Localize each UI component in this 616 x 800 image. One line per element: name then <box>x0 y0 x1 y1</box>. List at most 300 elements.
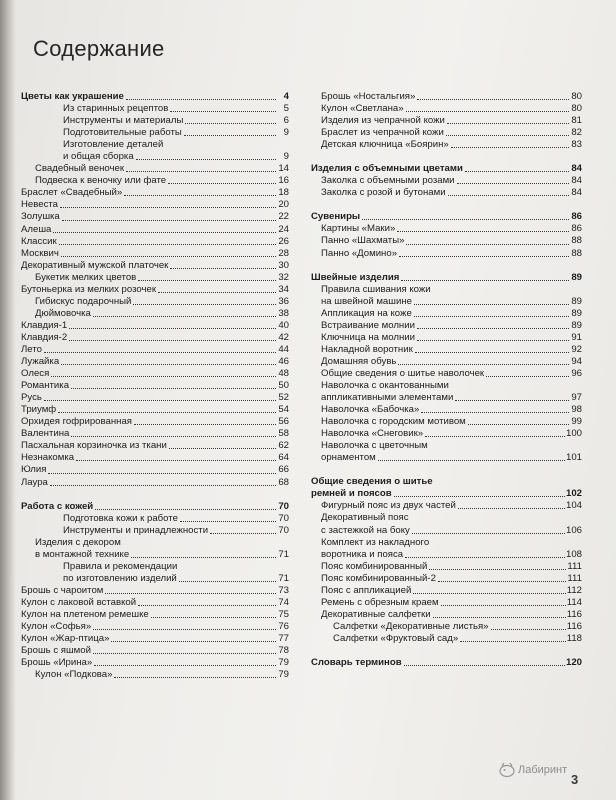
toc-entry-page: 42 <box>278 331 289 343</box>
toc-entry-title: Ключница на молнии <box>321 331 415 343</box>
toc-leader-dots <box>441 605 566 606</box>
toc-leader-dots <box>44 400 276 401</box>
toc-entry <box>21 537 289 549</box>
toc-entry <box>21 392 289 404</box>
toc-leader-dots <box>417 340 569 341</box>
section-gap <box>311 464 582 476</box>
toc-entry-title: Словарь терминов <box>311 656 402 668</box>
labirint-logo-icon <box>498 762 516 778</box>
toc-entry-title: Работа с кожей <box>21 500 94 512</box>
toc-entry-page: 101 <box>565 452 582 464</box>
toc-entry <box>311 452 582 464</box>
toc-leader-dots <box>133 304 276 305</box>
toc-entry <box>311 573 582 585</box>
toc-entry <box>311 416 582 428</box>
toc-entry-title: Наволочка с окантованными <box>321 379 449 391</box>
toc-entry <box>311 380 582 392</box>
toc-entry-page: 111 <box>567 572 582 584</box>
toc-entry-title: по изготовлению изделий <box>63 572 177 584</box>
toc-entry <box>21 248 289 260</box>
toc-entry <box>21 477 289 489</box>
toc-entry-title: Общие сведения о шитье наволочек <box>321 367 485 379</box>
toc-entry-page: 84 <box>571 163 582 175</box>
toc-entry-title: Браслет «Свадебный» <box>21 187 123 199</box>
toc-entry-page: 5 <box>283 103 289 115</box>
toc-leader-dots <box>59 244 276 245</box>
toc-section-heading <box>311 272 582 284</box>
toc-leader-dots <box>406 244 569 245</box>
toc-entry-page: 81 <box>571 115 582 127</box>
toc-entry-title: Кулон «Жар-птица» <box>21 633 110 645</box>
toc-leader-dots <box>414 304 569 305</box>
toc-entry-title: Подвеска к веночку или фате <box>35 175 167 187</box>
toc-leader-dots <box>184 135 276 136</box>
toc-leader-dots <box>50 485 276 486</box>
toc-entry-page: 88 <box>571 247 582 259</box>
toc-entry <box>21 211 289 223</box>
toc-leader-dots <box>417 99 569 100</box>
toc-entry-title: Брошь с яшмой <box>21 645 91 657</box>
toc-leader-dots <box>458 508 565 509</box>
toc-leader-dots <box>69 340 276 341</box>
toc-entry <box>21 284 289 296</box>
toc-entry <box>311 344 582 356</box>
toc-leader-dots <box>438 581 567 582</box>
toc-entry <box>21 296 289 308</box>
toc-entry-title: Швейные изделия <box>311 271 400 283</box>
toc-entry <box>311 392 582 404</box>
toc-entry-page: 116 <box>566 608 582 620</box>
toc-leader-dots <box>138 280 276 281</box>
toc-leader-dots <box>93 629 276 630</box>
toc-entry-page: 18 <box>278 187 289 199</box>
toc-entry <box>21 416 289 428</box>
toc-entry-page: 116 <box>566 620 582 632</box>
toc-entry-title: Клавдия-2 <box>21 331 68 343</box>
toc-leader-dots <box>433 617 566 618</box>
toc-entry <box>311 248 582 260</box>
page-gutter-shadow <box>0 0 16 800</box>
toc-entry <box>21 236 289 248</box>
toc-entry <box>311 187 582 199</box>
toc-leader-dots <box>62 220 276 221</box>
toc-entry-title: Декоративные салфетки <box>321 608 431 620</box>
toc-entry <box>21 187 289 199</box>
toc-entry-title: Классик <box>21 235 57 247</box>
toc-entry-page: 102 <box>565 488 582 500</box>
toc-leader-dots <box>94 665 276 666</box>
toc-leader-dots <box>44 352 276 353</box>
toc-entry-title: Накладной воротник <box>321 343 413 355</box>
toc-entry-title: Клавдия-1 <box>21 319 68 331</box>
toc-entry-title: Невеста <box>21 199 59 211</box>
toc-entry <box>21 163 289 175</box>
toc-leader-dots <box>170 268 276 269</box>
toc-leader-dots <box>71 388 276 389</box>
toc-leader-dots <box>447 123 569 124</box>
toc-leader-dots <box>210 533 276 534</box>
toc-entry-title: Браслет из чепрачной кожи <box>321 127 444 139</box>
toc-entry-title: Из старинных рецептов <box>63 103 169 115</box>
toc-entry <box>21 645 289 657</box>
toc-entry <box>311 525 582 537</box>
toc-entry-page: 120 <box>565 656 582 668</box>
toc-entry-page: 28 <box>278 247 289 259</box>
toc-entry <box>21 573 289 585</box>
toc-section-heading <box>21 501 289 513</box>
toc-entry-page: 68 <box>278 476 289 488</box>
toc-entry-title: Кулон с лаковой вставкой <box>21 596 137 608</box>
toc-entry-title: Кулон «Софья» <box>21 621 92 633</box>
toc-entry-page: 78 <box>278 645 289 657</box>
toc-leader-dots <box>61 364 276 365</box>
toc-entry-title: Кулон «Светлана» <box>321 103 404 115</box>
toc-entry <box>21 609 289 621</box>
toc-leader-dots <box>457 183 569 184</box>
toc-leader-dots <box>362 219 569 220</box>
toc-entry <box>21 404 289 416</box>
toc-entry <box>21 549 289 561</box>
toc-entry <box>21 139 289 151</box>
toc-entry <box>21 260 289 272</box>
toc-entry-page: 14 <box>278 163 289 175</box>
toc-column-left <box>21 91 289 681</box>
toc-entry-page: 84 <box>571 175 582 187</box>
toc-entry-page: 52 <box>278 392 289 404</box>
toc-entry-page: 9 <box>283 127 289 139</box>
toc-entry-page: 26 <box>278 235 289 247</box>
toc-entry <box>311 500 582 512</box>
toc-entry-title: Общие сведения о шитье <box>311 476 433 488</box>
toc-leader-dots <box>414 316 569 317</box>
toc-entry <box>21 356 289 368</box>
toc-entry-page: 118 <box>566 632 582 644</box>
toc-leader-dots <box>71 436 276 437</box>
toc-entry-title: Комплект из накладного <box>321 536 430 548</box>
toc-entry-title: Пояс комбинированный <box>321 560 428 572</box>
toc-leader-dots <box>53 232 276 233</box>
toc-entry <box>21 115 289 127</box>
toc-leader-dots <box>69 328 276 329</box>
toc-entry-title: Лето <box>21 343 42 355</box>
toc-entry <box>21 224 289 236</box>
toc-entry-page: 40 <box>278 319 289 331</box>
toc-entry <box>311 537 582 549</box>
toc-entry-title: Сувениры <box>311 211 361 223</box>
toc-entry-title: Свадебный веночек <box>35 163 125 175</box>
toc-entry-page: 58 <box>278 428 289 440</box>
toc-leader-dots <box>111 641 276 642</box>
toc-entry-page: 99 <box>571 416 582 428</box>
toc-leader-dots <box>404 665 565 666</box>
toc-leader-dots <box>168 183 276 184</box>
toc-entry-page: 36 <box>278 295 289 307</box>
toc-entry <box>21 368 289 380</box>
toc-entry <box>21 199 289 211</box>
toc-entry-page: 66 <box>278 464 289 476</box>
toc-entry-page: 75 <box>278 608 289 620</box>
toc-entry-page: 82 <box>571 127 582 139</box>
toc-entry <box>21 585 289 597</box>
toc-entry-title: Детская ключница «Боярин» <box>321 139 449 151</box>
toc-leader-dots <box>170 111 276 112</box>
toc-entry-title: Встраивание молнии <box>321 319 415 331</box>
toc-entry-page: 100 <box>565 428 582 440</box>
toc-entry <box>311 368 582 380</box>
toc-leader-dots <box>136 159 276 160</box>
toc-entry-title: Валентина <box>21 428 70 440</box>
toc-entry-title: орнаментом <box>321 452 376 464</box>
toc-leader-dots <box>486 376 569 377</box>
toc-entry-page: 70 <box>278 500 289 512</box>
toc-entry-page: 48 <box>278 368 289 380</box>
toc-leader-dots <box>138 605 276 606</box>
toc-entry-title: Юлия <box>21 464 47 476</box>
toc-leader-dots <box>51 376 276 377</box>
toc-entry <box>311 585 582 597</box>
toc-leader-dots <box>48 473 276 474</box>
toc-leader-dots <box>468 424 569 425</box>
toc-entry-page: 86 <box>571 211 582 223</box>
toc-entry <box>21 151 289 163</box>
toc-entry-title: Бутоньерка из мелких розочек <box>21 283 157 295</box>
toc-entry <box>311 597 582 609</box>
toc-entry-page: 76 <box>278 621 289 633</box>
toc-leader-dots <box>95 509 276 510</box>
toc-entry <box>311 356 582 368</box>
toc-entry <box>311 561 582 573</box>
toc-entry <box>21 103 289 115</box>
toc-section-heading <box>311 476 582 488</box>
toc-entry-title: Наволочка с городским мотивом <box>321 416 466 428</box>
toc-entry-title: Декоративный пояс <box>321 512 409 524</box>
toc-entry-title: в монтажной технике <box>35 548 130 560</box>
toc-entry <box>21 320 289 332</box>
toc-entry-page: 80 <box>571 91 582 102</box>
toc-leader-dots <box>405 557 565 558</box>
toc-entry <box>21 332 289 344</box>
toc-section-heading <box>311 211 582 223</box>
toc-leader-dots <box>134 424 276 425</box>
toc-entry-page: 77 <box>278 633 289 645</box>
toc-entry-title: Заколка с объемными розами <box>321 175 455 187</box>
toc-entry-page: 16 <box>278 175 289 187</box>
toc-entry-page: 6 <box>283 115 289 127</box>
toc-entry-title: Москвич <box>21 247 59 259</box>
toc-section-heading <box>311 657 582 669</box>
toc-entry-title: Кулон «Подкова» <box>35 669 113 681</box>
toc-entry-title: Пасхальная корзиночка из ткани <box>21 440 167 452</box>
toc-entry-page: 98 <box>571 404 582 416</box>
toc-leader-dots <box>406 111 569 112</box>
toc-entry-title: Фигурный пояс из двух частей <box>321 500 456 512</box>
toc-entry-page: 54 <box>278 404 289 416</box>
toc-entry <box>21 380 289 392</box>
toc-entry-title: Изделия с объемными цветами <box>311 163 463 175</box>
toc-entry-page: 79 <box>278 669 289 681</box>
toc-entry-page: 32 <box>278 271 289 283</box>
toc-entry <box>21 308 289 320</box>
toc-entry <box>311 308 582 320</box>
toc-entry-title: Брошь «Ирина» <box>21 657 93 669</box>
toc-entry <box>21 597 289 609</box>
toc-section-heading <box>311 488 582 500</box>
toc-entry <box>21 464 289 476</box>
toc-entry-page: 71 <box>278 548 289 560</box>
toc-leader-dots <box>76 460 276 461</box>
toc-entry <box>21 272 289 284</box>
toc-leader-dots <box>93 653 276 654</box>
watermark-text: Лабиринт <box>518 764 568 776</box>
toc-leader-dots <box>378 460 565 461</box>
toc-entry-title: Брошь «Ностальгия» <box>321 91 416 102</box>
toc-entry-page: 9 <box>283 151 289 163</box>
toc-leader-dots <box>417 328 569 329</box>
toc-leader-dots <box>491 629 566 630</box>
toc-entry <box>21 513 289 525</box>
toc-entry-title: Золушка <box>21 211 60 223</box>
toc-entry-page: 88 <box>571 235 582 247</box>
toc-entry-title: Подготовка кожи к работе <box>63 512 178 524</box>
section-gap <box>311 151 582 163</box>
toc-entry-title: Наволочка «Бабочка» <box>321 404 420 416</box>
toc-leader-dots <box>169 448 276 449</box>
toc-leader-dots <box>179 581 276 582</box>
toc-leader-dots <box>451 147 569 148</box>
toc-section-heading <box>21 91 289 103</box>
page-number: 3 <box>571 772 579 787</box>
toc-entry-title: Изделия с декором <box>35 536 121 548</box>
toc-entry-page: 86 <box>571 223 582 235</box>
toc-entry-title: Изделия из чепрачной кожи <box>321 115 445 127</box>
toc-entry-page: 70 <box>278 524 289 536</box>
page-title: Содержание <box>33 36 165 61</box>
toc-entry-title: Букетик мелких цветов <box>35 271 137 283</box>
toc-leader-dots <box>394 496 565 497</box>
toc-entry-page: 46 <box>278 356 289 368</box>
toc-section-heading <box>311 163 582 175</box>
toc-entry-page: 89 <box>571 307 582 319</box>
toc-entry-page: 83 <box>571 139 582 151</box>
toc-entry-title: Русь <box>21 392 42 404</box>
toc-entry-page: 50 <box>278 380 289 392</box>
toc-leader-dots <box>61 256 276 257</box>
toc-entry-page: 104 <box>565 500 582 512</box>
toc-entry <box>311 428 582 440</box>
toc-leader-dots <box>460 641 566 642</box>
toc-leader-dots <box>446 135 569 136</box>
toc-leader-dots <box>412 533 565 534</box>
toc-entry-page: 34 <box>278 283 289 295</box>
toc-leader-dots <box>185 123 276 124</box>
toc-leader-dots <box>401 280 569 281</box>
toc-entry <box>21 440 289 452</box>
toc-entry-title: Триумф <box>21 404 57 416</box>
toc-entry-page: 97 <box>571 392 582 404</box>
toc-entry-page: 62 <box>278 440 289 452</box>
toc-entry-title: Правила и рекомендации <box>63 560 178 572</box>
toc-leader-dots <box>105 593 276 594</box>
toc-entry-title: ремней и поясов <box>311 488 392 500</box>
toc-entry-title: и общая сборка <box>63 151 134 163</box>
toc-column-right <box>311 91 582 669</box>
toc-entry <box>21 428 289 440</box>
toc-entry-title: Домашняя обувь <box>321 355 397 367</box>
toc-entry-title: Инструменты и принадлежности <box>63 524 209 536</box>
toc-entry <box>311 633 582 645</box>
toc-leader-dots <box>465 171 569 172</box>
toc-leader-dots <box>429 569 566 570</box>
toc-entry-title: с застежкой на боку <box>321 524 410 536</box>
toc-entry <box>21 621 289 633</box>
toc-entry-title: Заколка с розой и бутонами <box>321 187 446 199</box>
toc-leader-dots <box>425 436 565 437</box>
toc-entry-page: 91 <box>571 331 582 343</box>
toc-entry-title: Романтика <box>21 380 70 392</box>
toc-entry <box>311 404 582 416</box>
toc-entry-title: Гибискус подарочный <box>35 295 132 307</box>
toc-entry <box>21 452 289 464</box>
toc-leader-dots <box>398 364 569 365</box>
toc-entry <box>311 115 582 127</box>
toc-entry-page: 38 <box>278 307 289 319</box>
toc-leader-dots <box>158 292 276 293</box>
toc-leader-dots <box>114 677 276 678</box>
toc-entry-page: 56 <box>278 416 289 428</box>
toc-entry-page: 44 <box>278 343 289 355</box>
section-gap <box>21 489 289 501</box>
toc-entry-page: 112 <box>566 584 582 596</box>
toc-entry-title: аппликативными элементами <box>321 392 454 404</box>
toc-leader-dots <box>126 171 276 172</box>
toc-entry-page: 111 <box>567 560 582 572</box>
toc-entry-title: Пояс комбинированный-2 <box>321 572 436 584</box>
toc-entry <box>311 332 582 344</box>
toc-entry <box>21 669 289 681</box>
section-gap <box>311 645 582 657</box>
toc-entry-title: Изготовление деталей <box>63 139 164 151</box>
toc-entry <box>311 91 582 103</box>
toc-entry-page: 96 <box>571 367 582 379</box>
toc-entry-title: Алеша <box>21 223 52 235</box>
toc-entry-title: Лаура <box>21 476 48 488</box>
toc-entry-page: 30 <box>278 259 289 271</box>
toc-entry <box>311 512 582 524</box>
toc-entry <box>311 320 582 332</box>
toc-leader-dots <box>415 352 569 353</box>
toc-entry-page: 22 <box>278 211 289 223</box>
toc-leader-dots <box>58 412 276 413</box>
toc-leader-dots <box>60 207 276 208</box>
toc-leader-dots <box>455 400 569 401</box>
toc-entry-title: Олеся <box>21 368 50 380</box>
toc-entry-page: 71 <box>278 572 289 584</box>
toc-entry-page: 94 <box>571 355 582 367</box>
toc-entry <box>311 296 582 308</box>
toc-entry-page: 20 <box>278 199 289 211</box>
toc-entry-page: 4 <box>283 91 289 102</box>
toc-leader-dots <box>126 99 276 100</box>
toc-entry <box>21 525 289 537</box>
toc-entry <box>311 621 582 633</box>
toc-entry-page: 106 <box>565 524 582 536</box>
toc-entry-page: 73 <box>278 584 289 596</box>
toc-leader-dots <box>448 195 569 196</box>
toc-entry-title: воротника и пояса <box>321 548 404 560</box>
toc-entry-title: Лужайка <box>21 356 60 368</box>
toc-entry <box>311 284 582 296</box>
toc-entry-title: на швейной машине <box>321 295 412 307</box>
